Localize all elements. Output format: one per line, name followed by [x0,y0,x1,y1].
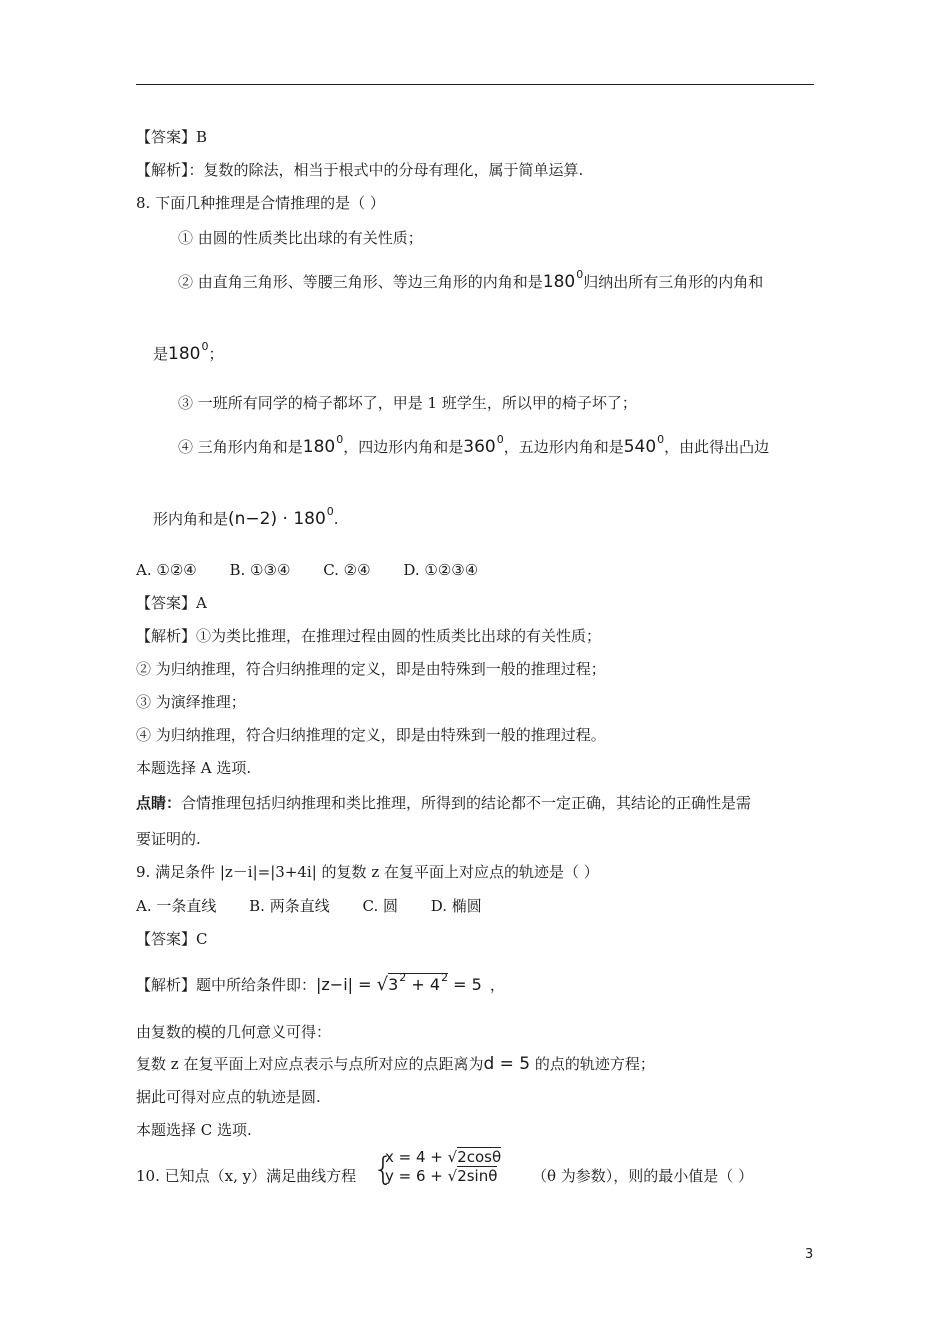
deg-180-a: 180 [542,272,576,292]
q7-answer: 【答案】B [136,128,208,146]
q8-item2-c: 是 [153,345,169,363]
eq-x-lhs: x = 4 + [385,1148,448,1166]
q9-answer: 【答案】C [136,930,208,948]
q9-line5: 本题选择 C 选项. [136,1121,252,1139]
formula-comma: ， [489,976,505,994]
q8-analysis-5: 本题选择 A 选项. [136,759,252,777]
sqrt-term-4: + 4 [406,975,441,994]
q9-line3 [136,1053,655,1075]
q8-item4-line2 [153,505,339,532]
comment-label: 点睛： [136,794,182,812]
q8-analysis-4: ④ 为归纳推理，符合归纳推理的定义，即是由特殊到一般的推理过程。 [136,726,606,744]
q8-analysis-1: 【解析】①为类比推理，在推理过程由圆的性质类比出球的有关性质； [136,627,602,645]
q8-comment [136,792,751,814]
sqrt-icon-b: √ [447,1167,458,1185]
eq-y-lhs: y = 6 + [385,1167,448,1185]
q9-line3-b: 的点的轨迹方程； [530,1055,655,1073]
q8-item4-a: ④ 三角形内角和是 [178,438,303,456]
q8-answer: 【答案】A [136,594,207,612]
q9-line4: 据此可得对应点的轨迹是圆. [136,1088,321,1106]
q8-comment-2: 要证明的. [136,830,201,848]
deg-180-c: 180 [302,437,336,457]
q8-item4-line1 [178,433,770,460]
q9-line3-a: 复数 z 在复平面上对应点表示与点所对应的点距离为 [136,1055,484,1073]
q9-option-d: D. 椭圆 [430,897,482,915]
q8-option-c: C. ②④ [323,561,371,579]
q8-item4-b: ，四边形内角和是 [343,438,464,456]
q8-item4-e: 形内角和是 [153,510,229,528]
eq-y [385,1167,501,1186]
sup-0-f: 0 [326,505,334,518]
sup-0-b: 0 [201,340,209,353]
deg-180-b: 180 [168,344,201,364]
sup-0-e: 0 [657,433,665,446]
system-rows [385,1148,501,1186]
q8-item4-c: ，五边形内角和是 [503,438,624,456]
sqrt-expression [376,971,449,998]
q8-item3: ③ 一班所有同学的椅子都坏了，甲是 1 班学生，所以甲的椅子坏了； [178,394,637,412]
comment-text: 合情推理包括归纳推理和类比推理，所得到的结论都不一定正确，其结论的正确性是需 [181,794,752,812]
q8-item2-line1 [178,268,764,295]
q9-option-a: A. 一条直线 [136,897,217,915]
sqrt-sq-a: 2 [399,971,407,984]
q8-analysis-3: ③ 为演绎推理； [136,693,246,711]
sqrt-icon-a: √ [447,1148,458,1166]
sup-0-a: 0 [576,268,584,281]
sqrt-term-3: 3 [388,975,399,994]
formula-eq-5: = 5 [448,975,482,994]
q10-stem-a: 10. 已知点（x, y）满足曲线方程 [136,1167,357,1185]
q10-stem-b: （θ 为参数），则的最小值是（ ） [532,1167,754,1185]
formula-n-minus-2: (n−2) · 180 [228,509,326,529]
q9-analysis [136,971,505,998]
page-number: 3 [805,1247,814,1262]
q8-option-b: B. ①③④ [229,561,291,579]
q8-item2-a: ② 由直角三角形、等腰三角形、等边三角形的内角和是 [178,273,543,291]
q9-stem: 9. 满足条件 |z－i|=|3+4i| 的复数 z 在复平面上对应点的轨迹是（ ） [136,863,599,881]
sup-0-c: 0 [336,433,344,446]
eq-y-rad: 2sinθ [457,1167,498,1185]
q8-item2-d: ； [208,345,224,363]
q8-item2-line2 [153,340,224,367]
formula-modulus: |z−i| = [316,975,377,994]
sqrt-sign-icon: √ [376,974,389,995]
sqrt-sq-b: 2 [441,971,449,984]
q9-line2: 由复数的模的几何意义可得： [136,1023,332,1041]
left-brace-icon: { [373,1150,394,1188]
sqrt-2-b [448,1167,458,1186]
q8-options [136,559,478,581]
deg-540: 540 [623,437,657,457]
sup-0-d: 0 [496,433,504,446]
eq-x [385,1148,501,1167]
q8-item4-end: . [333,510,339,528]
q9-option-b: B. 两条直线 [249,897,330,915]
q8-item2-b: 归纳出所有三角形的内角和 [583,273,764,291]
q8-stem: 8. 下面几种推理是合情推理的是（ ） [136,194,385,212]
q9-option-c: C. 圆 [362,897,398,915]
q8-option-a: A. ①②④ [136,561,197,579]
header-rule [136,84,814,85]
q7-analysis: 【解析】：复数的除法，相当于根式中的分母有理化，属于简单运算. [136,161,584,179]
q8-option-d: D. ①②③④ [403,561,479,579]
q8-item1: ① 由圆的性质类比出球的有关性质； [178,229,423,247]
q8-item4-d: ，由此得出凸边 [664,438,770,456]
q8-analysis-2: ② 为归纳推理，符合归纳推理的定义，即是由特殊到一般的推理过程； [136,660,606,678]
q9-options [136,895,482,917]
distance-d-5: d = 5 [483,1054,531,1074]
eq-x-rad: 2cosθ [457,1148,502,1166]
q9-analysis-label: 【解析】题中所给条件即： [136,976,317,994]
deg-360: 360 [463,437,496,457]
sqrt-2-a [448,1148,458,1167]
